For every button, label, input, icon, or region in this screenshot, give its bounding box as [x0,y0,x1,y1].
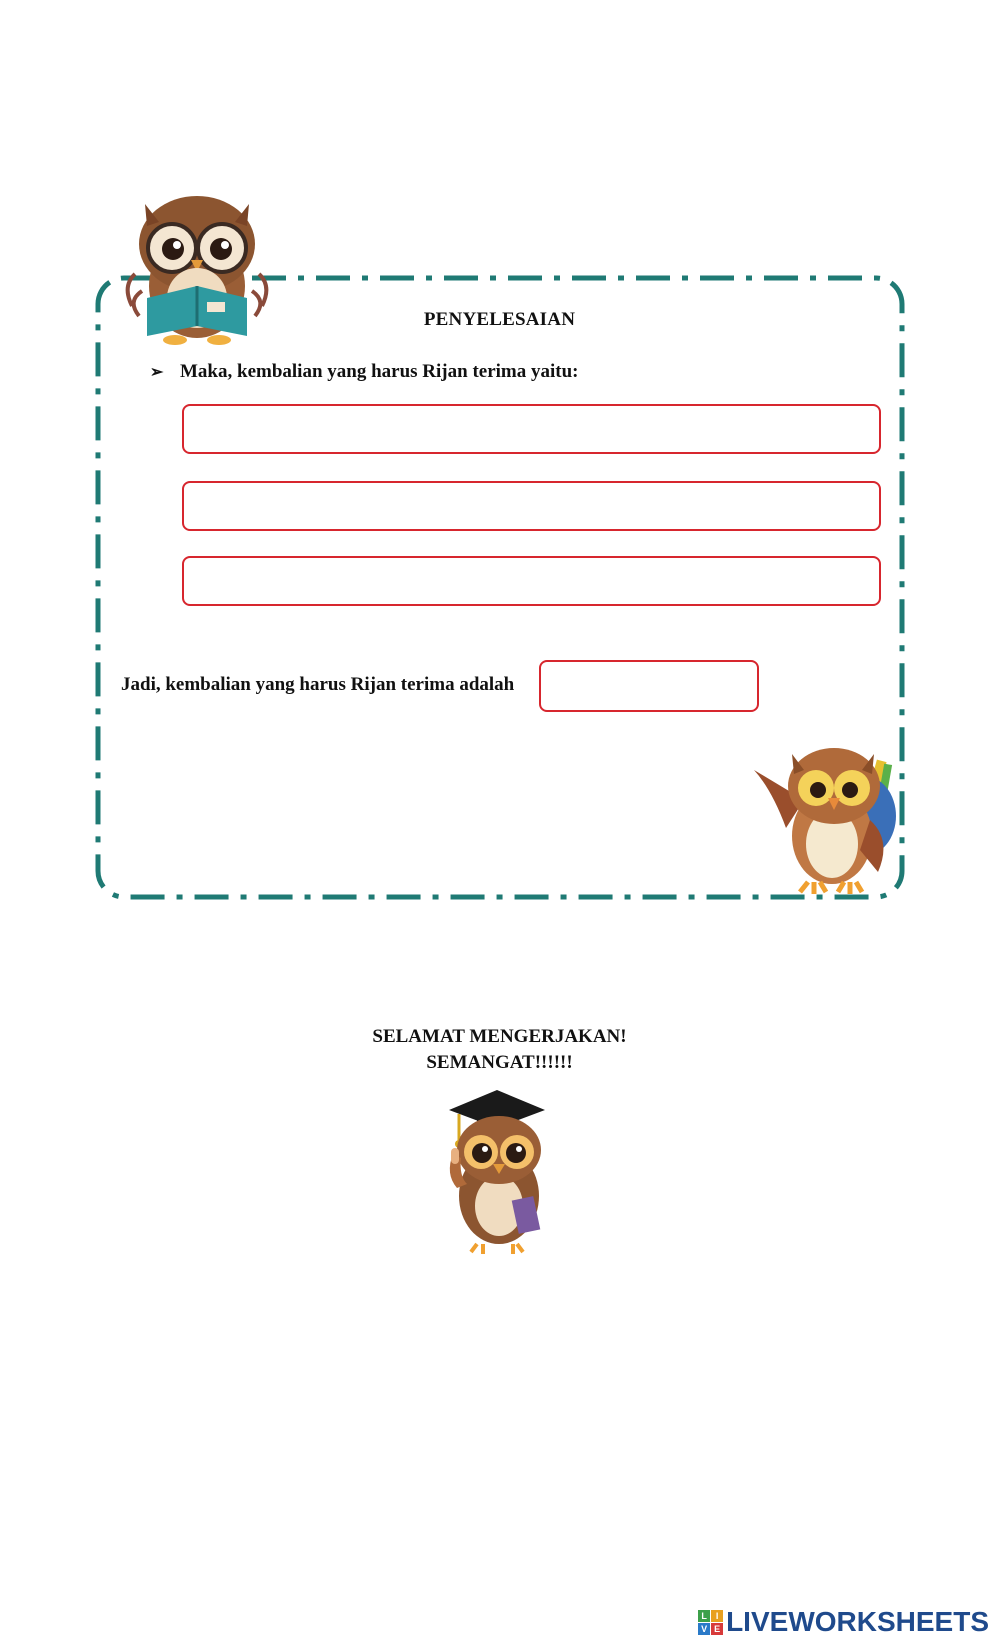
answer-line-2[interactable] [182,481,881,531]
arrow-bullet-icon: ➢ [150,364,164,381]
answer-line-2-input[interactable] [184,483,879,529]
closing-line-1: SELAMAT MENGERJAKAN! [372,1026,627,1047]
owl-graduate-icon [437,1084,559,1254]
answer-line-1-input[interactable] [184,406,879,452]
final-answer-box[interactable] [539,660,759,712]
liveworksheets-logo-icon: L I V E [698,1610,723,1635]
closing-line-2: SEMANGAT!!!!!! [426,1052,573,1073]
logo-text: LIVEWORKSHEETS [726,1606,989,1637]
answer-line-1[interactable] [182,404,881,454]
conclusion-label: Jadi, kembalian yang harus Rijan terima adalah [121,674,515,695]
question-prompt [150,361,579,383]
answer-line-3-input[interactable] [184,558,879,604]
final-answer-input[interactable] [541,662,757,710]
question-prompt-text: Maka, kembalian yang harus Rijan terima yaitu: [180,361,579,382]
liveworksheets-logo [698,1606,989,1638]
owl-with-backpack-icon [752,740,904,896]
answer-line-3[interactable] [182,556,881,606]
page-title: PENYELESAIAN [423,309,576,330]
